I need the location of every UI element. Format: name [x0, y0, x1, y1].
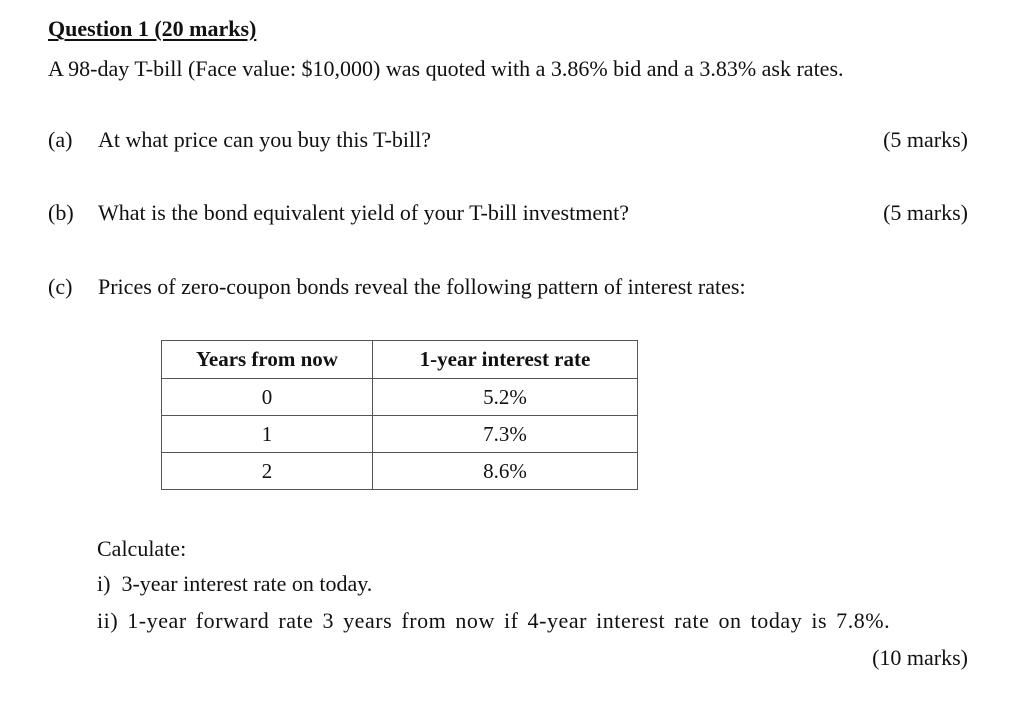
header-one-year-rate: 1-year interest rate: [373, 341, 638, 379]
calculate-label: Calculate:: [97, 536, 187, 561]
part-a-marks: (5 marks): [883, 127, 968, 152]
cell-years: 0: [162, 379, 373, 416]
table-header-row: [162, 341, 638, 379]
table-row: [162, 379, 638, 416]
part-c-marks: (10 marks): [872, 645, 968, 670]
part-b-label: (b): [48, 200, 74, 225]
cell-years: 1: [162, 416, 373, 453]
cell-years: 2: [162, 453, 373, 490]
part-c-text: Prices of zero-coupon bonds reveal the following pattern of interest rates:: [98, 274, 746, 299]
table-row: [162, 453, 638, 490]
calculate-item-i: i) 3-year interest rate on today.: [97, 571, 373, 596]
part-b-text: What is the bond equivalent yield of your T-bill investment?: [98, 200, 629, 225]
header-years-from-now: Years from now: [162, 341, 373, 379]
cell-rate: 7.3%: [373, 416, 638, 453]
part-a-label: (a): [48, 127, 73, 152]
calculate-item-ii: ii) 1-year forward rate 3 years from now if 4-year interest rate on today is 7.8%.: [97, 608, 891, 633]
part-b-marks: (5 marks): [883, 200, 968, 225]
table-row: [162, 416, 638, 453]
interest-rate-table: [161, 340, 638, 490]
question-intro: A 98-day T-bill (Face value: $10,000) was quoted with a 3.86% bid and a 3.83% ask rates.: [48, 56, 844, 81]
cell-rate: 8.6%: [373, 453, 638, 490]
question-title: Question 1 (20 marks): [48, 16, 257, 41]
cell-rate: 5.2%: [373, 379, 638, 416]
part-c-label: (c): [48, 274, 73, 299]
part-a-text: At what price can you buy this T-bill?: [98, 127, 431, 152]
